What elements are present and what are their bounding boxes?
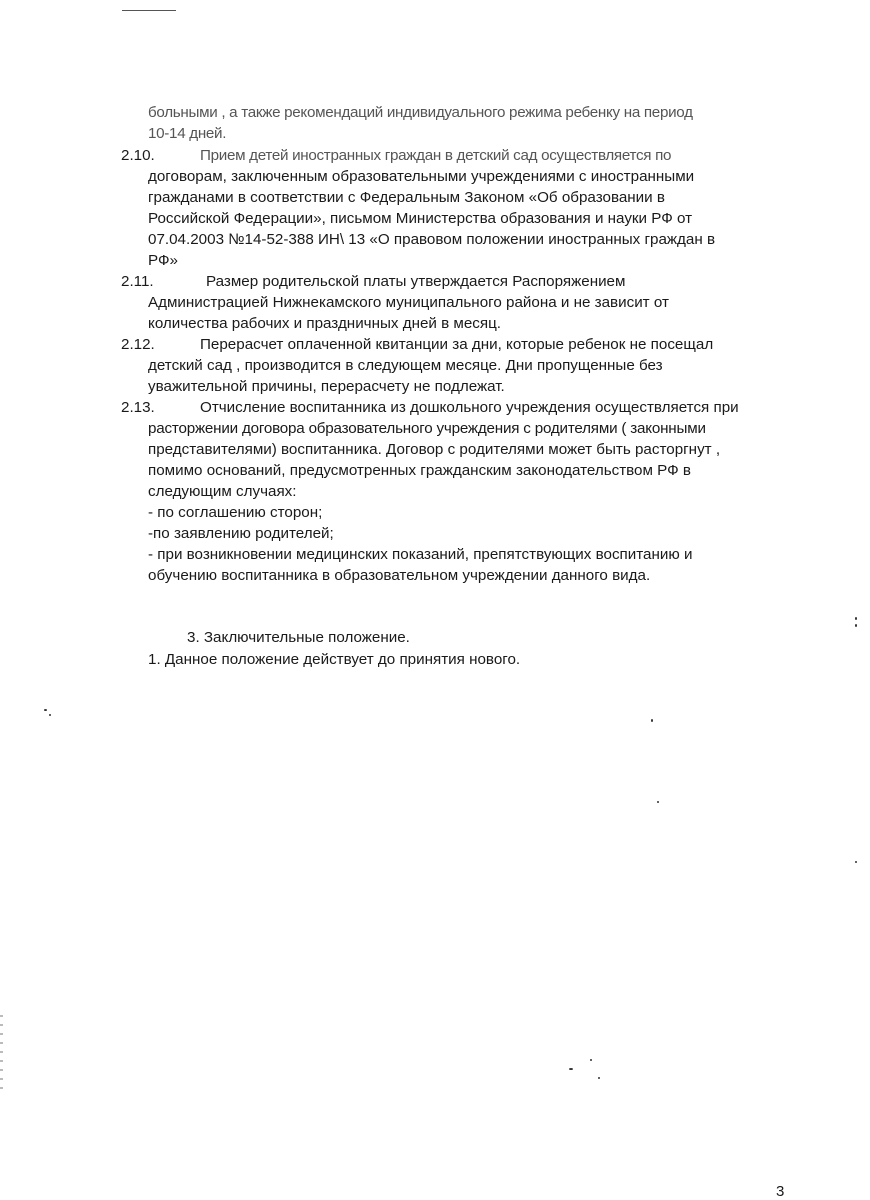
- section-2-10-text: [148, 145, 715, 271]
- intro-paragraph: [148, 102, 693, 144]
- section-line: Прием детей иностранных граждан в детский сад осуществляется по: [200, 147, 672, 164]
- section-line: уважительной причины, перерасчету не подлежат.: [148, 378, 505, 395]
- section-line: Администрацией Нижнекамского муниципального района и не зависит от: [148, 294, 669, 311]
- scan-speck: [569, 1068, 573, 1070]
- scan-speck: [855, 861, 857, 863]
- section-line: помимо оснований, предусмотренных гражданским законодательством РФ в: [148, 462, 691, 479]
- section-line: Размер родительской платы утверждается Распоряжением: [206, 273, 626, 290]
- section-number-2-12: 2.12.: [121, 336, 155, 353]
- section-line: Перерасчет оплаченной квитанции за дни, которые ребенок не посещал: [200, 336, 714, 353]
- list-item: -по заявлению родителей;: [148, 525, 334, 542]
- section-line: следующим случаях:: [148, 483, 297, 500]
- scan-speck: [651, 719, 653, 722]
- scan-speck: [598, 1077, 600, 1079]
- section-line: представителями) воспитанника. Договор с родителями может быть расторгнут ,: [148, 441, 721, 458]
- scan-speck: [657, 801, 659, 803]
- scan-speck: [44, 709, 47, 711]
- list-item: - по соглашению сторон;: [148, 504, 323, 521]
- section-line: детский сад , производится в следующем месяце. Дни пропущенные без: [148, 357, 663, 374]
- scan-speck: [855, 624, 857, 627]
- section-2-11-text: [148, 271, 669, 334]
- top-scan-mark: [122, 10, 176, 11]
- scan-edge-marks: [0, 1015, 3, 1095]
- section-line: Российской Федерации», письмом Министерства образования и науки РФ от: [148, 210, 693, 227]
- page-number: 3: [776, 1183, 785, 1200]
- section-line: количества рабочих и праздничных дней в месяц.: [148, 315, 502, 332]
- scan-speck: [590, 1059, 592, 1061]
- section-line: Отчисление воспитанника из дошкольного учреждения осуществляется при: [200, 399, 739, 416]
- scan-speck: [855, 617, 857, 620]
- final-heading: 3. Заключительные положение.: [187, 629, 410, 646]
- scan-speck: [49, 714, 51, 716]
- section-number-2-11: 2.11.: [121, 273, 154, 290]
- section-line: договорам, заключенным образовательными учреждениями с иностранными: [148, 168, 695, 185]
- list-item: - при возникновении медицинских показаний, препятствующих воспитанию и: [148, 546, 693, 563]
- final-clause: 1. Данное положение действует до принятия нового.: [148, 651, 521, 668]
- section-line: расторжении договора образовательного учреждения с родителями ( законными: [148, 420, 706, 437]
- intro-line: больными , а также рекомендаций индивидуального режима ребенку на период: [148, 104, 693, 121]
- section-2-13-text: [148, 397, 739, 586]
- section-line: 07.04.2003 №14-52-388 ИН\ 13 «О правовом положении иностранных граждан в: [148, 231, 716, 248]
- section-number-2-13: 2.13.: [121, 399, 155, 416]
- section-line: гражданами в соответствии с Федеральным Законом «Об образовании в: [148, 189, 665, 206]
- section-2-12-text: [148, 334, 713, 397]
- section-number-2-10: 2.10.: [121, 147, 155, 164]
- section-line: РФ»: [148, 252, 178, 269]
- intro-line: 10-14 дней.: [148, 125, 227, 142]
- section-line: обучению воспитанника в образовательном учреждении данного вида.: [148, 567, 651, 584]
